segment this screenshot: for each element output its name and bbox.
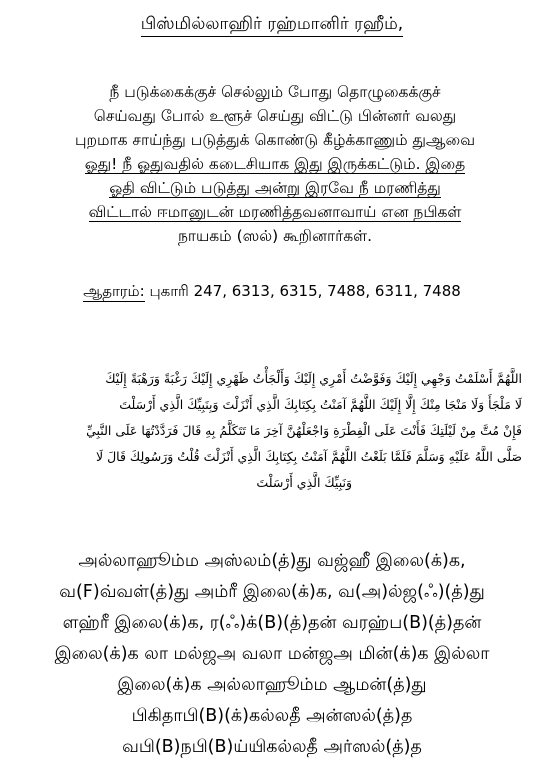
transliteration-line: பிகிதாபி(B)(க்)கல்லதீ அன்ஸல்(த்)த [131, 706, 413, 726]
hadith-line [40, 152, 510, 176]
arabic-line: لَا مَلْجَأَ وَلَا مَنْجَا مِنْكَ إِلَّا إِلَيْكَ اللَّهُمَّ آمَنْتُ بِكِتَابِكَ الَّذِي أَنْزَلْتَ وَبِنَبِيِّكَ الَّذِي أَرْسَلْتَ [119, 397, 522, 412]
title-text: பிஸ்மில்லாஹிர் ரஹ்மானிர் ரஹீம், [141, 14, 403, 37]
transliteration [0, 546, 544, 763]
arabic-line: وَنَبِيِّكَ الَّذِي أَرْسَلْتَ [256, 475, 352, 490]
hadith-line: புறமாக சாய்ந்து படுத்துக் கொண்டு கீழ்க்காணும் துஆவை [74, 131, 476, 149]
hadith-line [40, 176, 510, 200]
source-label: ஆதாரம்: [83, 282, 145, 300]
arabic-line: اللَّهُمَّ أَسْلَمْتُ وَجْهِي إِلَيْكَ وَفَوَّضْتُ أَمْرِي إِلَيْكَ وَأَلْجَأْتُ ظَهْرِي إِلَيْكَ رَغْبَةً وَرَهْبَةً إِلَيْكَ [105, 371, 522, 386]
transliteration-line: ளஹ்ரீ இலை(க்)க, ர(ஃ)க்(B)(த்)தன் வரஹ்ப(B)(த்)தன் [62, 613, 482, 633]
arabic-line: فَإِنْ مُتَّ مِنْ لَيْلَتِكَ فَأَنْتَ عَلَى الْفِطْرَةِ وَاجْعَلْهُنَّ آخِرَ مَا تَتَكَلَّمُ بِهِ قَالَ فَرَدَّدْتُهَا عَلَى النَّبِيِّ [86, 423, 522, 438]
hadith-underlined-text: ஓது! நீ ஓதுவதில் கடைசியாக இது இருக்கட்டும். இதை [84, 155, 466, 173]
transliteration-line: இலை(க்)க லா மல்ஜஅ வலா மன்ஜஅ மின்(க்)க இல்லா [54, 644, 490, 664]
hadith-line: நாயகம் (ஸல்) கூறினார்கள். [177, 227, 373, 245]
hadith-line: செய்வது போல் உளூச் செய்து விட்டு பின்னர் வலது [93, 107, 457, 125]
transliteration-line: அல்லாஹூம்ம அஸ்லம்(த்)து வஜ்ஹீ இலை(க்)க, [78, 551, 466, 571]
transliteration-line: இலை(க்)க அல்லாஹூம்ம ஆமன்(த்)து [117, 675, 427, 695]
arabic-dua [70, 366, 522, 496]
hadith-underlined-text: விட்டால் ஈமானுடன் மரணித்தவனாவாய் என நபிகள் [88, 203, 462, 221]
hadith-line [40, 200, 510, 224]
transliteration-line: வ(F)வ்வள்(த்)து அம்ரீ இலை(க்)க, வ(அ)ல்ஜ(ஃ)(த்)து [59, 582, 485, 602]
source-reference [0, 282, 544, 302]
transliteration-line: வபி(B)நபி(B)ய்யிகல்லதீ அர்ஸல்(த்)த [122, 737, 422, 757]
hadith-paragraph [40, 80, 510, 248]
hadith-underlined-text: ஓதி விட்டும் படுத்து அன்று இரவே நீ மரணித்து [109, 179, 441, 197]
hadith-line: நீ படுக்கைக்குச் செல்லும் போது தொழுகைக்குச் [109, 83, 441, 101]
page-title [0, 14, 544, 36]
arabic-line: صَلَّى اللَّهُ عَلَيْهِ وَسَلَّمَ فَلَمَّا بَلَغْتُ اللَّهُمَّ آمَنْتُ بِكِتَابِكَ الَّذِي أَنْزَلْتَ قُلْتُ وَرَسُولِكَ قَالَ لَا [95, 449, 522, 464]
source-text: புகாரி 247, 6313, 6315, 7488, 6311, 7488 [144, 282, 461, 300]
